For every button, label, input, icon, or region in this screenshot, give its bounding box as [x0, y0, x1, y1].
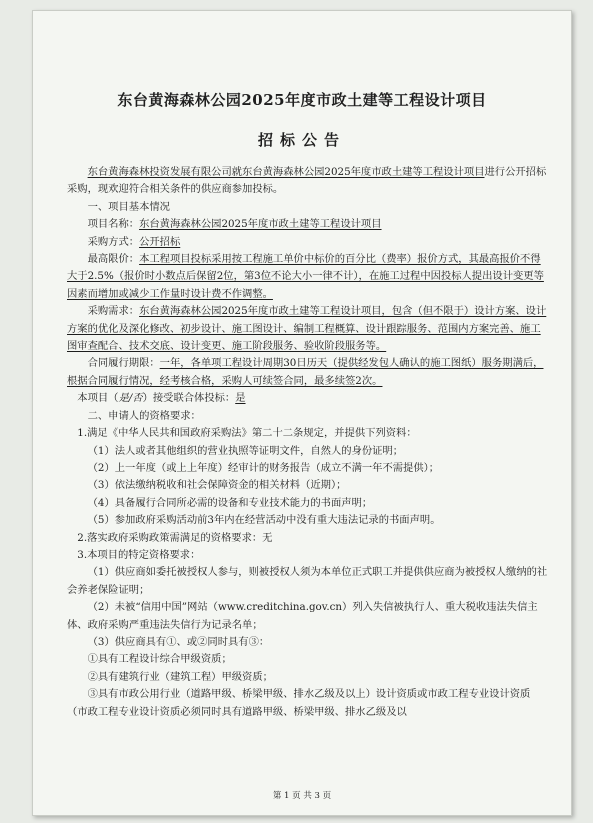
method-value: 公开招标	[139, 235, 181, 248]
req1-item: （1）法人或者其他组织的营业执照等证明文件，自然人的身份证明；	[87, 444, 404, 457]
intro-paragraph	[67, 164, 549, 199]
demand-text: 东台黄海森林公园2025年度市政土建等工程设计项目，包含（但不限于）设计方案、设计方案的优化及深化修改、初步设计、施工图设计、编制工程概算、设计跟踪服务、范围内方案完善、施工图审查配合、技术交底、设计变更、施工阶段服务、验收阶段服务等。	[67, 305, 547, 353]
limit-paragraph: 最高限价：本工程项目投标采用按工程施工单价中标价的百分比（费率）报价方式，其最高报价不得大于2.5%（报价时小数点后保留2位，第3位不论大小一律不计），在施工过程中因投标人提出设计变更等因素而增加或减少工作量时设计费不作调整。	[67, 253, 544, 300]
project-name: 东台黄海森林公园2025年度市政土建等工程设计项目	[139, 218, 382, 231]
qual-item: ①具有工程设计综合甲级资质；	[87, 653, 232, 666]
qual-3: ③具有市政公用行业（道路甲级、桥梁甲级、排水乙级及以上）设计资质或市政工程专业设计资质（市政工程专业设计资质必须同时具有道路甲级、桥梁甲级、排水乙级及以	[67, 688, 531, 718]
intro-rest: 进行公开招标采购，现欢迎符合相关条件的供应商参加投标。	[67, 166, 547, 196]
req3-3: （3）供应商具有①、或②同时具有③：	[87, 635, 270, 648]
document-body	[67, 164, 549, 721]
req1-item: （4）具备履行合同所必需的设备和专业技术能力的书面声明；	[87, 496, 373, 509]
req2: 2.落实政府采购政策需满足的资格要求：无	[77, 531, 273, 544]
req1-item: （5）参加政府采购活动前3年内在经营活动中没有重大违法记录的书面声明。	[87, 514, 441, 527]
section-heading-1: 一、项目基本情况	[87, 200, 170, 213]
req3-2: （2）未被“信用中国”网站（www.creditchina.gov.cn）列入失信被执行人、重大税收违法失信主体、政府采购严重违法失信行为记录名单；	[67, 601, 538, 631]
req3: 3.本项目的特定资格要求：	[77, 548, 201, 561]
page-footer: 第 1 页 共 3 页	[272, 791, 332, 801]
document-subtitle: 招标公告	[257, 131, 346, 149]
document-page	[32, 10, 572, 816]
document-title: 东台黄海森林公园2025年度市政土建等工程设计项目	[117, 91, 487, 109]
req1-item: （3）依法缴纳税收和社会保障资金的相关材料（近期）；	[87, 479, 347, 492]
demand-paragraph: 采购需求：东台黄海森林公园2025年度市政土建等工程设计项目，包含（但不限于）设计方案、设计方案的优化及深化修改、初步设计、施工图设计、编制工程概算、设计跟踪服务、范围内方案完善、施工图审查配合、技术交底、设计变更、施工阶段服务、验收阶段服务等。	[67, 305, 547, 353]
limit-text: 本工程项目投标采用按工程施工单价中标价的百分比（费率）报价方式，其最高报价不得大于2.5%（报价时小数点后保留2位，第3位不论大小一律不计），在施工过程中因投标人提出设计变更等因素而增加或减少工作量时设计费不作调整。	[67, 253, 544, 300]
consortium-value: 是	[235, 392, 246, 405]
consortium-line: 本项目（是/否）接受联合体投标：是	[77, 392, 246, 405]
method-line: 采购方式：公开招标	[87, 235, 181, 248]
project-name-line: 项目名称：东台黄海森林公园2025年度市政土建等工程设计项目	[87, 218, 382, 231]
req1-item: （2）上一年度（或上上年度）经审计的财务报告（成立不满一年不需提供）；	[87, 461, 440, 474]
section-heading-2: 二、申请人的资格要求：	[87, 409, 201, 422]
req3-1: （1）供应商如委托被授权人参与，则被授权人须为本单位正式职工并提供供应商为被授权人缴纳的社会养老保险证明；	[67, 566, 548, 596]
intro-org: 东台黄海森林投资发展有限公司就东台黄海森林公园2025年度市政土建等工程设计项目	[87, 166, 485, 178]
period-text: 一年，各单项工程设计周期30日历天（提供经发包人确认的施工图纸）服务期满后，根据合同履行情况，经考核合格，采购人可续签合同，最多续签2次。	[67, 357, 544, 387]
period-paragraph: 合同履行期限：一年，各单项工程设计周期30日历天（提供经发包人确认的施工图纸）服务期满后，根据合同履行情况，经考核合格，采购人可续签合同，最多续签2次。	[67, 357, 544, 387]
req1: 1.满足《中华人民共和国政府采购法》第二十二条规定，并提供下列资料：	[77, 427, 417, 440]
qual-item: ②具有建筑行业（建筑工程）甲级资质；	[87, 670, 273, 683]
